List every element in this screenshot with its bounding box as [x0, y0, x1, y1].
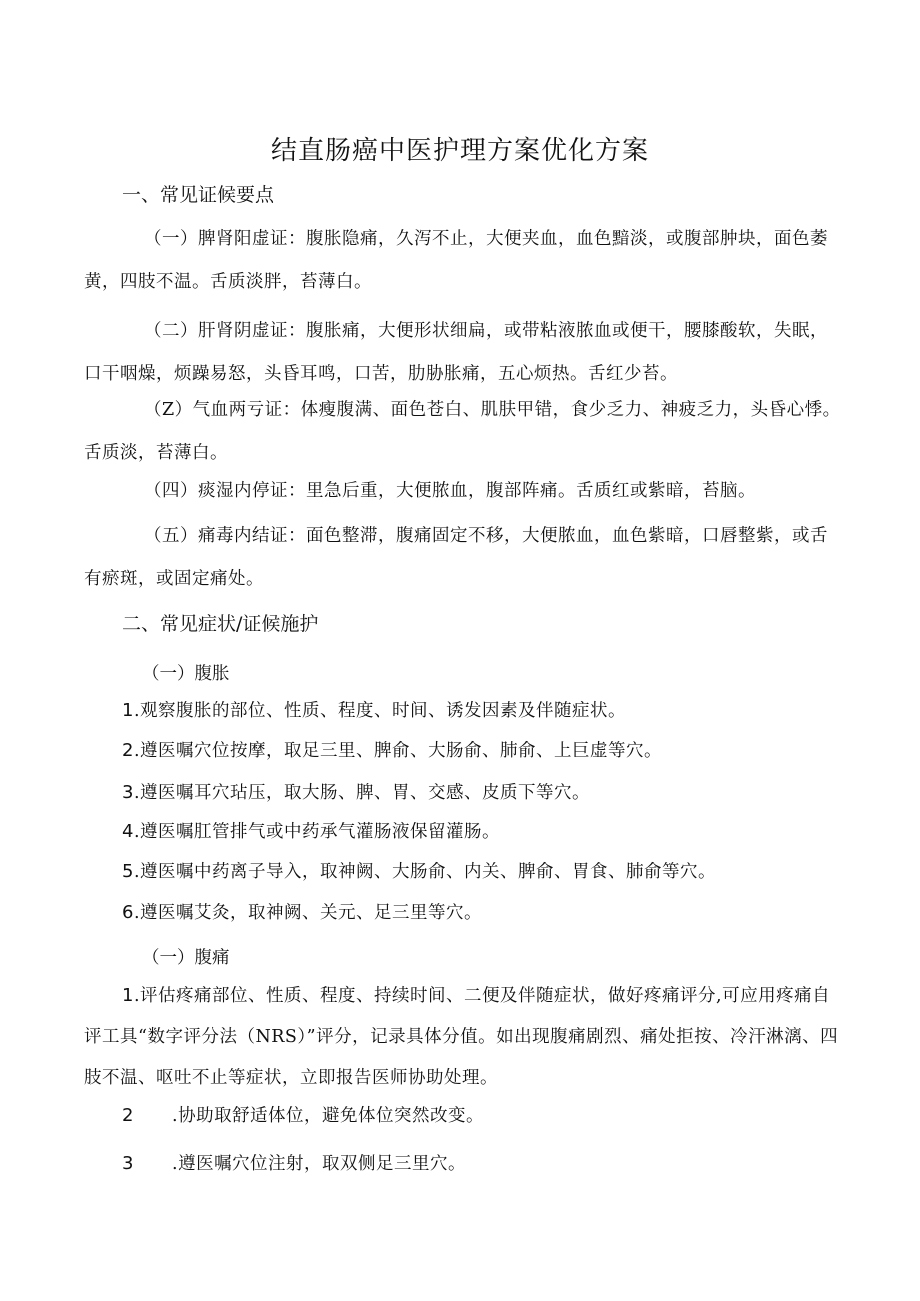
item-number: 4 — [122, 821, 134, 842]
paragraph-text: （Z）气血两亏证：体瘦腹满、面色苍白、肌肤甲错，食少乏力、神疲乏力，头昏心悸。舌质淡，苔薄白。 — [84, 400, 841, 463]
paragraph-text: （一）脾肾阳虚证：腹胀隐痛，久泻不止，大便夹血，血色黯淡，或腹部肿块，面色萎黄，四肢不温。舌质淡胖，苔薄白。 — [84, 229, 828, 292]
section-heading: 二、常见症状/证候施护 — [122, 613, 319, 635]
list-item — [122, 900, 482, 926]
item-number: 3 — [122, 1153, 134, 1174]
subsection-heading: （一）腹痛 — [142, 948, 230, 968]
item-text: .观察腹胀的部位、性质、程度、时间、诱发因素及伴随症状。 — [133, 701, 627, 721]
item-text: .遵医嘱穴位注射，取双侧足三里穴。 — [172, 1154, 467, 1174]
item-number: 2 — [122, 740, 134, 761]
item-number: 2 — [122, 1105, 134, 1126]
list-item — [122, 819, 500, 845]
paragraph-syndrome-4 — [84, 470, 844, 513]
paragraph-text: （二）肝肾阴虚证：腹胀痛，大便形状细扁，或带粘液脓血或便干，腰膝酸软，失眠，口干咽燥，烦躁易怒，头昏耳鸣，口苦，肋胁胀痛，五心烦热。舌红少苔。 — [84, 321, 828, 384]
paragraph-syndrome-5 — [84, 515, 844, 601]
list-item — [122, 738, 662, 764]
document-title: 结直肠癌中医护理方案优化方案 — [270, 136, 649, 166]
paragraph-syndrome-1 — [84, 218, 844, 304]
paragraph-text: （四）痰湿内停证：里急后重，大便脓血，腹部阵痛。舌质红或紫暗，苔脑。 — [144, 481, 756, 501]
item-text: .遵医嘱艾灸，取神阙、关元、足三里等穴。 — [133, 903, 483, 923]
paragraph-syndrome-2 — [84, 310, 844, 396]
item-number: 3 — [122, 782, 134, 803]
item-number: 6 — [122, 902, 134, 923]
list-item — [122, 780, 590, 806]
item-text: .评估疼痛部位、性质、程度、持续时间、二便及伴随症状，做好疼痛评分,可应用疼痛自评工具“数字评分法（NRS）”评分，记录具体分值。如出现腹痛剧烈、痛处拒按、冷汗淋漓、四肢不温、呕吐不止等症状，立即报告医师协助处理。 — [84, 986, 839, 1088]
item-text: .遵医嘱肛管排气或中药承气灌肠液保留灌肠。 — [133, 822, 501, 842]
item-text: .协助取舒适体位，避免体位突然改变。 — [172, 1106, 485, 1126]
item-text: .遵医嘱穴位按摩，取足三里、脾俞、大肠俞、肺俞、上巨虚等穴。 — [133, 741, 663, 761]
list-item — [122, 1103, 484, 1129]
subsection-heading: （一）腹胀 — [142, 664, 230, 684]
item-number: 1 — [122, 700, 134, 721]
paragraph-text: （五）痛毒内结证：面色整滞，腹痛固定不移，大便脓血，血色紫暗，口唇整紫，或舌有瘀斑，或固定痛处。 — [84, 526, 828, 589]
item-number: 1 — [122, 985, 134, 1006]
item-number: 5 — [122, 861, 134, 882]
list-item — [84, 975, 844, 1099]
list-item — [122, 698, 626, 724]
item-text: .遵医嘱中药离子导入，取神阙、大肠俞、内关、脾俞、胃食、肺俞等穴。 — [133, 862, 717, 882]
list-item — [122, 1151, 466, 1177]
list-item — [122, 859, 716, 885]
item-text: .遵医嘱耳穴玷压，取大肠、脾、胃、交感、皮质下等穴。 — [133, 783, 591, 803]
section-heading: 一、常见证候要点 — [122, 184, 275, 206]
paragraph-syndrome-3 — [84, 389, 844, 475]
